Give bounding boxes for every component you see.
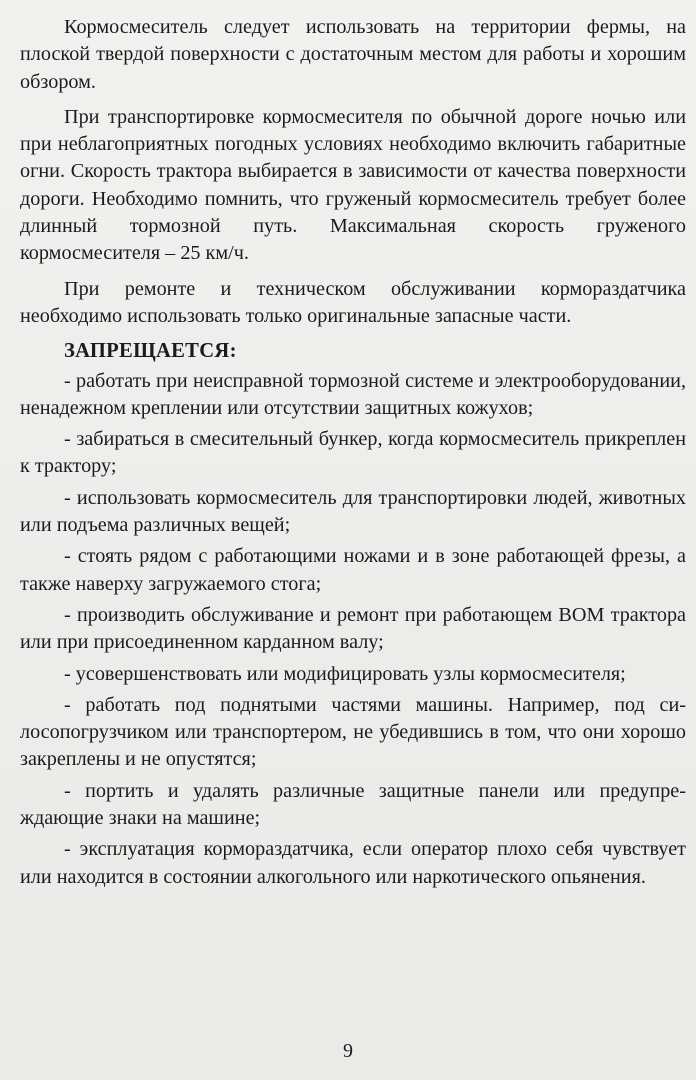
paragraph-usage-location: Кормосмеситель следует использовать на территории фермы, на плоской твердой поверхности с достаточным местом для работы и хорошим обзором. — [20, 16, 686, 93]
prohibition-item: - усовершенствовать или модифицировать узлы кормосмесителя; — [64, 662, 626, 685]
prohibited-heading: ЗАПРЕЩАЕТСЯ: — [64, 340, 237, 363]
paragraph-maintenance: При ремонте и техническом обслуживании кормораздатчика необходимо использовать только оригинальные запасные части. — [20, 277, 686, 327]
page-body-text — [20, 14, 686, 895]
prohibition-item: - работать под поднятыми частями машины. Например, под силосопогрузчиком или транспортером, не убедившись в том, что они хорошо закреплены и не опустятся; — [20, 693, 686, 771]
prohibition-item: - использовать кормосмеситель для транспортировки людей, животных или подъема различных вещей; — [20, 486, 686, 537]
prohibition-item: - производить обслуживание и ремонт при работающем ВОМ трактора или при присоединенном карданном валу; — [20, 603, 686, 654]
prohibition-item: - забираться в смесительный бункер, когда кормосмеситель прикреплен к трактору; — [20, 428, 686, 478]
prohibition-item: - портить и удалять различные защитные панели или предупреждающие знаки на машине; — [20, 779, 686, 830]
prohibition-item: - эксплуатация кормораздатчика, если оператор плохо себя чувствует или находится в состоянии алкогольного или наркотического опьянения. — [20, 838, 686, 888]
prohibition-item: - работать при неисправной тормозной системе и электрооборудовании, ненадежном креплении или отсутствии защитных кожухов; — [20, 369, 686, 419]
prohibition-item: - стоять рядом с работающими ножами и в зоне работающей фрезы, а также наверху загружаемого стога; — [20, 545, 686, 595]
paragraph-transport: При транспортировке кормосмесителя по обычной дороге ночью или при неблагоприятных погодных условиях необходимо включить габаритные огни. Скорость трактора выбирается в зависимости от качества поверхности дороги. Необходимо помнить, что груженый кормосмеситель требует более длинный тормозной путь. Максимальная скорость груженого кормосмесителя – 25 км/ч. — [20, 105, 686, 265]
page-number: 9 — [343, 1040, 353, 1062]
